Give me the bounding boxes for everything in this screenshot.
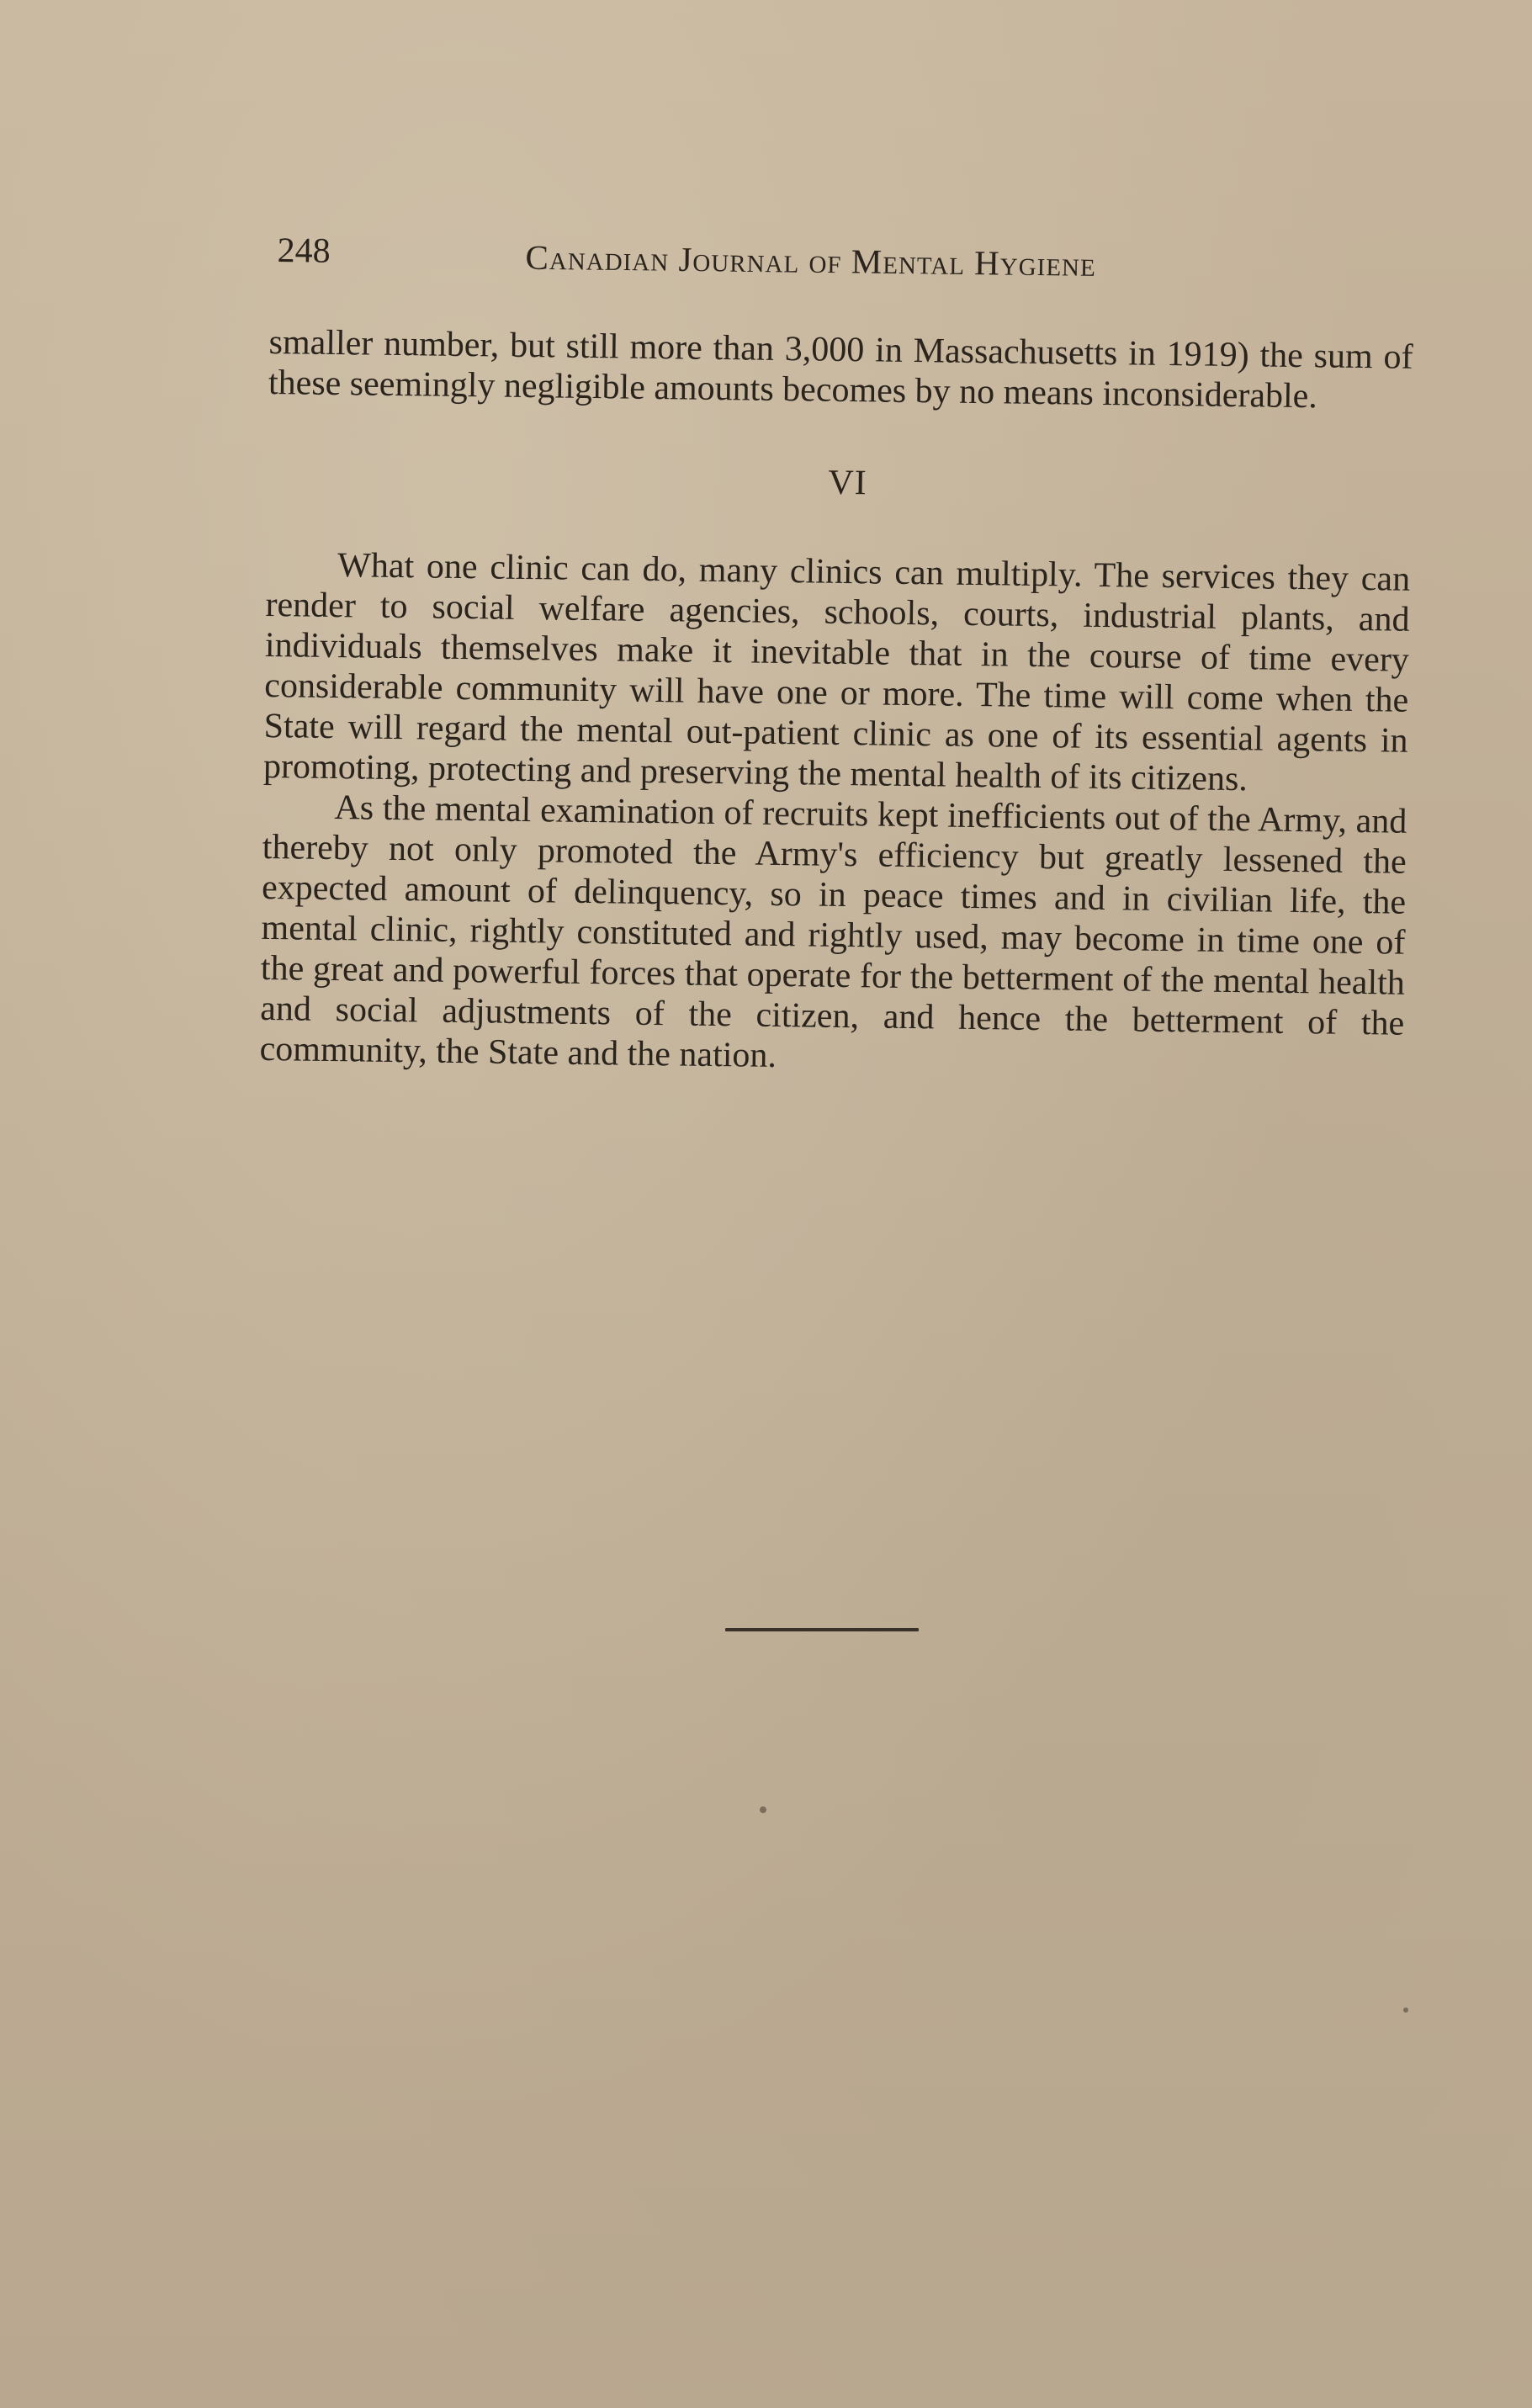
- continuation-paragraph: smaller number, but still more than 3,000 in Massachusetts in 1919) the sum of these seemingly negligible amounts becomes by no means inconsiderable.: [268, 322, 1413, 416]
- paper-speck: [760, 1806, 766, 1813]
- article-body: [259, 322, 1413, 1085]
- paragraph-2: As the mental examination of recruits kept inefficients out of the Army, and thereby not only promoted the Army's efficiency but greatly lessened the expected amount of delinquency, so in peace times and in civilian life, the mental clinic, rightly constituted and rightly used, may become in time one of the great and powerful forces that operate for the betterment of the mental health and social adjustments of the citizen, and hence the betterment of the community, the State and the nation.: [259, 788, 1407, 1075]
- page-number: 248: [277, 231, 331, 271]
- page-header: [277, 227, 1413, 300]
- running-head: Canadian Journal of Mental Hygiene: [525, 237, 1097, 284]
- end-rule: [725, 1628, 919, 1631]
- paper-speck: [1403, 2008, 1408, 2013]
- paragraph-1: What one clinic can do, many clinics can multiply. The services they can render to social welfare agencies, schools, courts, industrial plants, and individuals themselves make it inevitable that in the course of time every considerable community will have one or more. The time will come when the State will regard the mental out-patient clinic as one of its essential agents in promoting, protecting and preserving the mental health of its citizens.: [262, 546, 1411, 799]
- section-heading: VI: [828, 463, 868, 503]
